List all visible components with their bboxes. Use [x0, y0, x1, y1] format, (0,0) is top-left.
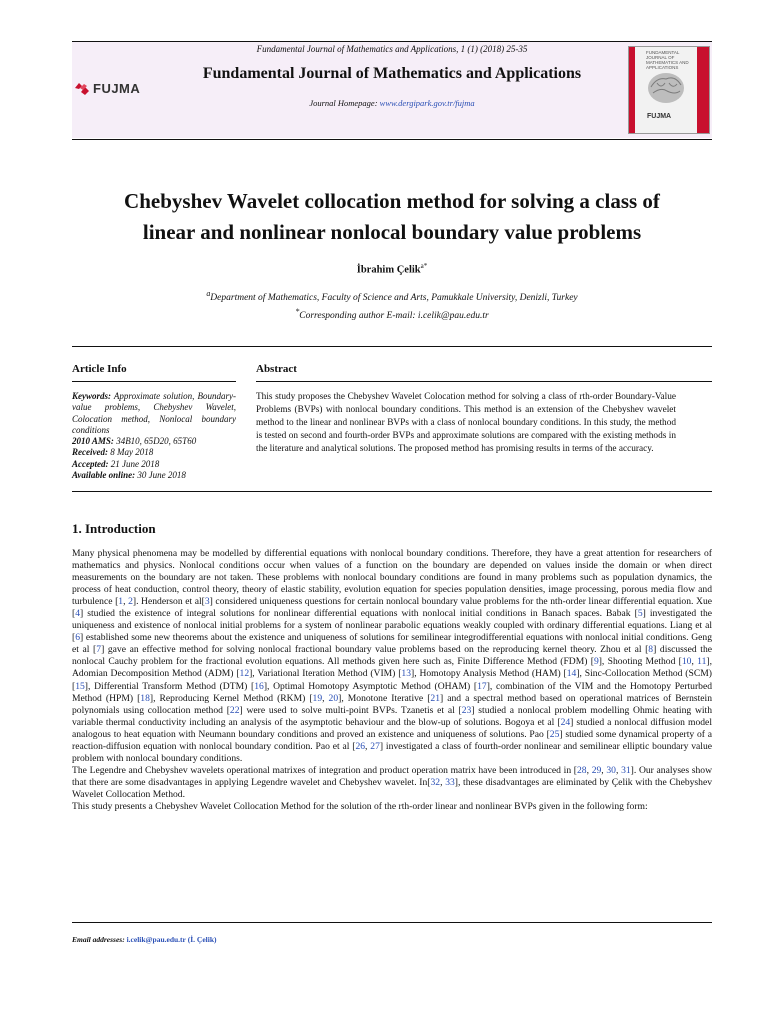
footer-author-initials: (İ. Çelik) — [187, 935, 217, 944]
citation-link[interactable]: 28 — [577, 764, 587, 776]
affiliation-block — [72, 287, 712, 323]
paragraph-1 — [72, 548, 712, 765]
citation-link[interactable]: 30 — [606, 764, 616, 776]
abstract-heading: Abstract — [256, 363, 297, 375]
body-text: This study presents a Chebyshev Wavelet Collocation Method for the solution of the rth-order linear and nonlinear BVPs given in the following form: — [72, 800, 648, 812]
body-text: ], Monotone Iterative [ — [338, 692, 431, 704]
citation-link[interactable]: 11 — [697, 656, 707, 668]
corresponding-author: Corresponding author E-mail: i.celik@pau.edu.tr — [299, 311, 489, 322]
citation-link[interactable]: 24 — [560, 716, 571, 728]
body-text: , — [586, 764, 592, 776]
header-bottom-rule — [72, 139, 712, 140]
corresponding-sup: * — [295, 307, 300, 317]
fujma-logo — [74, 80, 140, 96]
journal-homepage — [72, 98, 712, 108]
citation-link[interactable]: 27 — [370, 740, 380, 752]
paper-title — [72, 186, 712, 248]
body-text: ] studied a nonlocal problem modelling Ohmic heating with variable thermal conductivity including an analysis of the asymptotic behaviour and the blow-up of solutions. Bogoya et al [ — [72, 704, 713, 728]
article-info-heading: Article Info — [72, 363, 127, 375]
body-text: , — [615, 764, 622, 776]
citation-link[interactable]: 22 — [229, 704, 240, 716]
citation-link[interactable]: 6 — [75, 632, 80, 644]
body-text: ]. Henderson et al[ — [132, 596, 205, 608]
body-text: , — [601, 764, 607, 776]
citation-link[interactable]: 9 — [593, 656, 599, 668]
body-text: , — [440, 776, 446, 788]
affiliation-sup: a — [206, 289, 211, 298]
keywords: Approximate solution, Boundary-value problems, Chebyshev Wavelet, Colocation method, Nonlocal boundary conditions — [72, 391, 236, 435]
homepage-label: Journal Homepage: — [309, 98, 378, 108]
body-text: ], Reproducing Kernel Method (RKM) [ — [149, 692, 313, 704]
citation-link[interactable]: 8 — [648, 644, 654, 656]
article-info-bottom-rule — [72, 491, 712, 492]
fujma-logo-icon — [74, 80, 90, 96]
body-text: ] investigated the uniqueness and existence of nonlocal initial problems for a system of nonlinear parabolic equations weakly coupled with ordinary differential equations. Liang et al [ — [72, 608, 712, 644]
citation-link[interactable]: 31 — [621, 764, 631, 776]
homepage-link[interactable]: www.dergipark.gov.tr/fujma — [379, 98, 475, 108]
article-info-top-rule — [72, 346, 712, 347]
citation-link[interactable]: 10 — [681, 656, 692, 668]
body-text: ] considered uniqueness questions for certain nonlocal boundary value problems for the nth-order linear differential equation. Xue [ — [72, 596, 712, 620]
body-text: ], these disadvantages are eliminated by Çelik with the Chebyshev Wavelet Collocation Method. — [72, 776, 713, 800]
citation-link[interactable]: 4 — [75, 608, 80, 620]
online-date: 30 June 2018 — [137, 470, 186, 481]
body-text: ], combination of the VIM and the Homotopy Perturbed Method (HPM) [ — [72, 680, 712, 704]
body-text: , — [365, 740, 371, 752]
footer-email-link[interactable]: i.celik@pau.edu.tr — [126, 935, 186, 944]
paragraph-3 — [72, 801, 712, 813]
citation-link[interactable]: 32 — [430, 776, 441, 788]
body-text: ], Optimal Homotopy Asymptotic Method (OHAM) [ — [263, 680, 478, 692]
citation-link[interactable]: 18 — [140, 692, 150, 704]
body-text: , — [123, 596, 129, 608]
body-text: ] gave an effective method for solving nonlocal fractional boundary value problems based on the reproducing kernel theory. Zhou et al [ — [101, 644, 649, 656]
citation-link[interactable]: 23 — [461, 704, 472, 716]
body-text: The Legendre and Chebyshev wavelets operational matrixes of integration and product operation matrix have been introduced in [ — [72, 764, 577, 776]
body-text: ], Homotopy Analysis Method (HAM) [ — [411, 668, 567, 680]
introduction-heading: 1. Introduction — [72, 521, 156, 536]
body-text: ], Shooting Method [ — [598, 656, 682, 668]
footer-emails — [72, 935, 217, 944]
footer-email-label: Email addresses: — [72, 935, 125, 944]
body-text: ] investigated a class of fourth-order nonlinear and semilinear elliptic boundary value problem with nonlocal boundary conditions. — [72, 740, 713, 764]
accepted-label: Accepted: — [72, 458, 109, 469]
citation-link[interactable]: 5 — [637, 608, 643, 620]
citation-link[interactable]: 20 — [328, 692, 339, 704]
ams-label: 2010 AMS: — [72, 436, 114, 447]
cover-logo-text: FUJMA — [647, 113, 672, 120]
body-text: ] discussed the nonlocal Cauchy problem for the fractional evolution equations. All methods given here such as, Finite Difference Method (FDM) [ — [72, 644, 712, 668]
citation-link[interactable]: 1 — [118, 596, 124, 608]
citation-link[interactable]: 15 — [75, 680, 85, 692]
citation-link[interactable]: 7 — [96, 644, 102, 656]
accepted-date: 21 June 2018 — [110, 458, 160, 469]
received-date: 8 May 2018 — [110, 447, 154, 458]
article-info-rule — [72, 381, 236, 382]
body-text: ], Adomian Decomposition Method (ADM) [ — [72, 656, 712, 680]
body-text: ], Sinc-Collocation Method (SCM) [ — [72, 668, 712, 692]
title-line-1: Chebyshev Wavelet collocation method for solving a class of — [124, 189, 660, 213]
footer-rule — [72, 922, 712, 923]
body-text: ] were used to solve multi-point BVPs. Tzanetis et al [ — [239, 704, 462, 716]
citation-link[interactable]: 12 — [239, 668, 250, 680]
citation-link[interactable]: 25 — [549, 728, 560, 740]
citation-link[interactable]: 3 — [204, 596, 210, 608]
journal-name: Fundamental Journal of Mathematics and Applications — [202, 65, 582, 82]
body-text: , — [322, 692, 329, 704]
author-sup: a* — [420, 262, 428, 270]
abstract-text: This study proposes the Chebyshev Wavelet Colocation method for solving a class of rth-order Boundary-Value Problems (BVPs) with nonlocal boundary conditions. This method is an extension of the Chebyshev wavelet method to the linear and nonlinear BVPs with a class of nonlocal boundary conditions. In this study, the method is tested on second and fourth-order BVPs and approximate solutions are compared with the existing methods in the literature and analytical solutions. The proposed method has promising results in terms of the accuracy. — [256, 392, 676, 454]
author-name: İbrahim Çelik — [356, 264, 421, 276]
body-text: ] studied the existence of integral solutions for nonlinear differential equations with nonlocal initial conditions in Banach spaces. Babak [ — [80, 608, 638, 620]
fujma-logo-text: FUJMA — [93, 80, 141, 96]
received-label: Received: — [72, 447, 108, 458]
citation-link[interactable]: 21 — [430, 692, 440, 704]
body-text: Many physical phenomena may be modelled by differential equations with nonlocal boundary conditions. Therefore, they have a great attention for researchers of mathematics and physics. Nonlocal conditions occur when values of a function on the boundary are depended on values inside the domain or when direct measurements on the boundary are not taken. These problems with nonlocal boundary conditions are found in many problems such as population dynamics, the process of heat conduction, control theory, theory of elastic stability, evolution equation for species population densities, image processing, porous media flow and turbulence [ — [72, 548, 712, 608]
citation-link[interactable]: 13 — [401, 668, 412, 680]
abstract-rule — [256, 381, 712, 382]
citation-link[interactable]: 33 — [445, 776, 455, 788]
citation-link[interactable]: 19 — [312, 692, 323, 704]
keywords-label: Keywords: — [72, 391, 111, 401]
body-text: ], Differential Transform Method (DTM) [ — [84, 680, 255, 692]
citation-link[interactable]: 26 — [355, 740, 366, 752]
journal-cover-image — [628, 46, 710, 134]
body-text: ] studied a nonlocal diffusion model analogous to heat equation with Neumann boundary conditions and proved an existence and uniqueness of solutions. Pao [ — [72, 716, 712, 740]
body-text: ], Variational Iteration Method (VIM) [ — [249, 668, 402, 680]
body-text: ] studied some dynamical property of a reaction-diffusion equation with nonlocal boundary condition. Pao et al [ — [72, 728, 713, 752]
cover-title: FUNDAMENTAL JOURNAL OF MATHEMATICS AND APPLICATIONS — [646, 50, 689, 70]
title-line-2: linear and nonlinear nonlocal boundary value problems — [142, 220, 642, 244]
journal-citation: Fundamental Journal of Mathematics and Applications, 1 (1) (2018) 25-35 — [256, 44, 528, 54]
citation-link[interactable]: 2 — [128, 596, 133, 608]
body-text: ] established some new theorems about the existence and uniqueness of solutions for semilinear integrodifferential equations with nonlocal initial conditions. Geng et al [ — [72, 632, 712, 656]
citation-link[interactable]: 14 — [566, 668, 577, 680]
article-info-block — [72, 391, 236, 481]
body-text: , — [691, 656, 698, 668]
citation-link[interactable]: 17 — [477, 680, 487, 692]
ams-codes: 34B10, 65D20, 65T60 — [116, 436, 197, 447]
affiliation: Department of Mathematics, Faculty of Science and Arts, Pamukkale University, Denizli, Turkey — [210, 293, 578, 304]
journal-header-band — [72, 42, 712, 138]
introduction-body — [72, 548, 712, 813]
cover-brain-icon — [645, 69, 687, 109]
paragraph-2 — [72, 765, 712, 801]
body-text: ] and a spectral method based on operational matrices of Bernstein polynomials using collocation method [ — [72, 692, 712, 716]
online-label: Available online: — [72, 470, 136, 481]
citation-link[interactable]: 29 — [591, 764, 602, 776]
body-text: ]. Our analyses show that there are some disadvantages in applying Legendre wavelet and Chebyshev wavelet. In[ — [72, 764, 712, 788]
citation-link[interactable]: 16 — [254, 680, 264, 692]
author-line — [72, 262, 712, 276]
